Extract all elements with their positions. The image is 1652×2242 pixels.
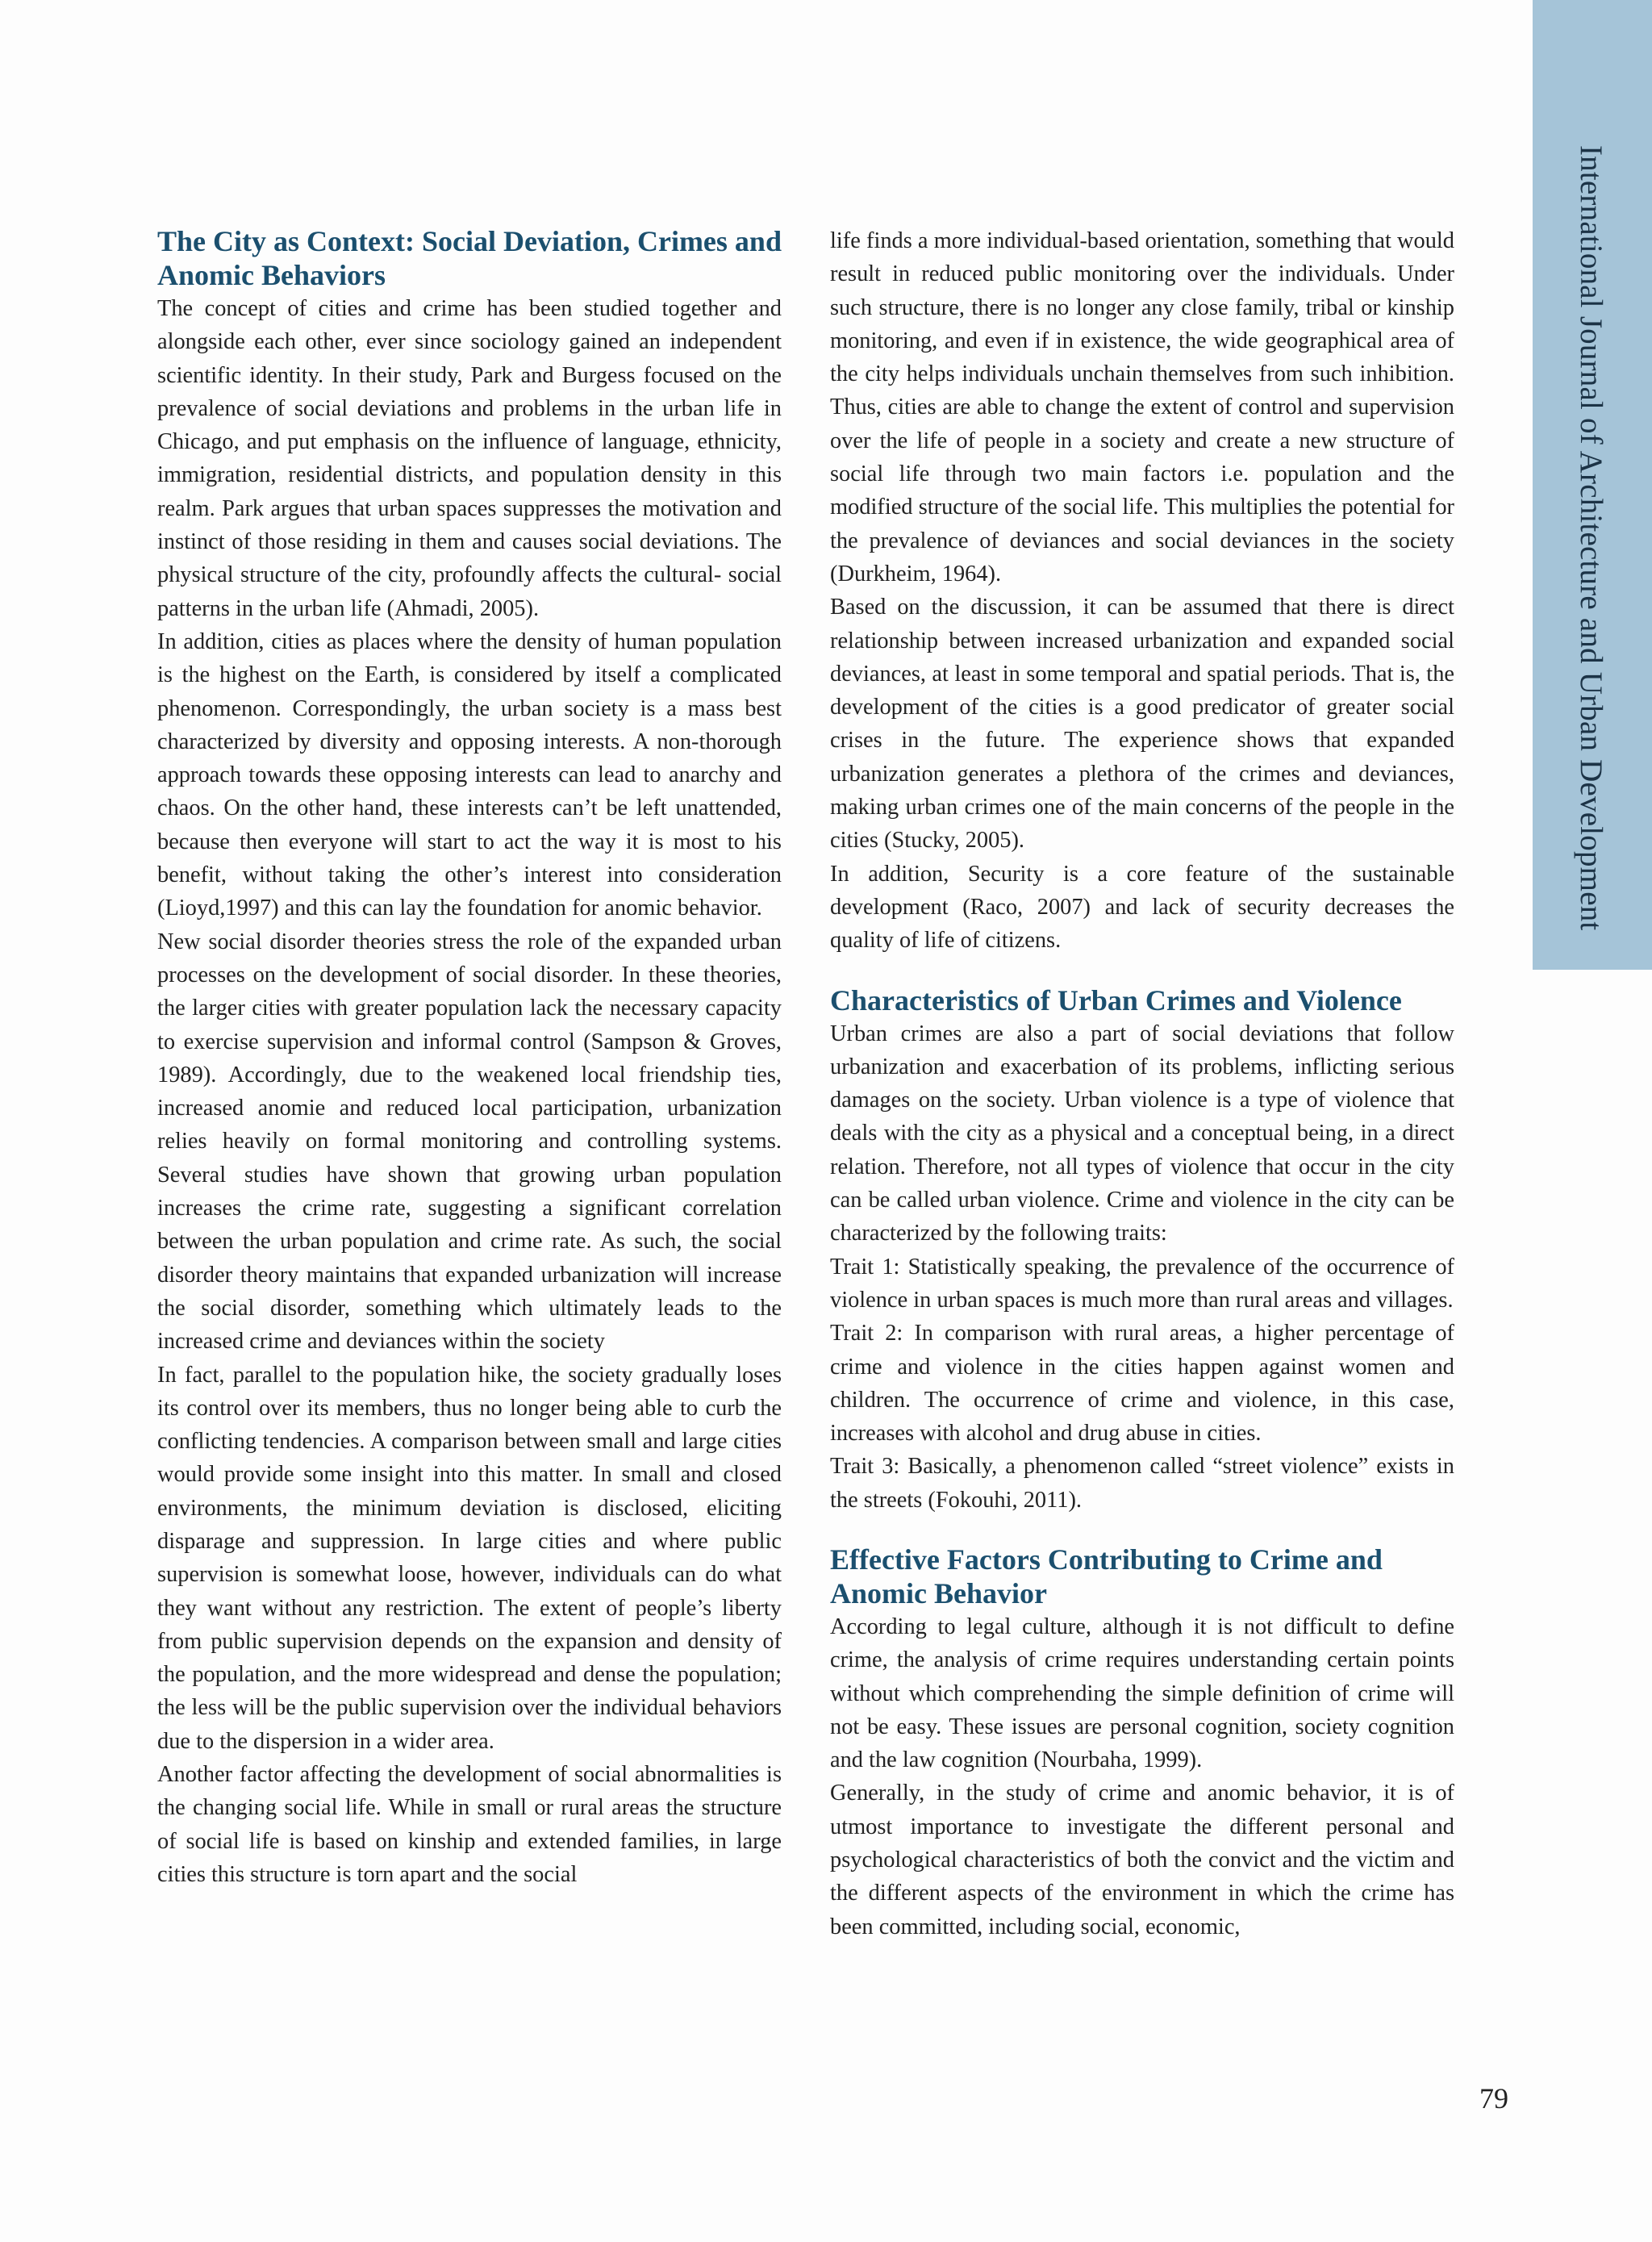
journal-title: International Journal of Architecture and Urban Development [1574, 145, 1608, 931]
paragraph: In fact, parallel to the population hike, the society gradually loses its control over its members, thus no longer being able to curb the conflicting tendencies. A comparison between small and large cities would provide some insight into this matter. In small and closed environments, the minimum deviation is disclosed, eliciting disparage and suppression. In large cities and where public supervision is somewhat loose, however, individuals can do what they want without any restriction. The extent of people’s liberty from public supervision depends on the expansion and density of the population, and the more widespread and dense the population; the less will be the public supervision over the individual behaviors due to the dispersion in a wider area. [157, 1362, 782, 1754]
paragraph: Trait 1: Statistically speaking, the prevalence of the occurrence of violence in urban spaces is much more than rural areas and villages. [830, 1254, 1454, 1313]
paragraph: In addition, cities as places where the density of human population is the highest on the Earth, is considered by itself a complicated phenomenon. Correspondingly, the urban society is a mass best characterized by diversity and opposing interests. A non-thorough approach towards these opposing interests can lead to anarchy and chaos. On the other hand, these interests can’t be left unattended, because then everyone will start to act the way it is most to his benefit, without taking the other’s interest into consideration (Lioyd,1997) and this can lay the foundation for anomic behavior. [157, 628, 782, 921]
paragraph: Based on the discussion, it can be assumed that there is direct relationship between increased urbanization and expanded social deviances, at least in some temporal and spatial periods. That is, the development of the cities is a good predicator of greater social crises in the future. The experience shows that expanded urbanization generates a plethora of the crimes and deviances, making urban crimes one of the main concerns of the people in the cities (Stucky, 2005). [830, 595, 1454, 854]
paragraph: Trait 2: In comparison with rural areas, a higher percentage of crime and violence in the cities happen against women and children. The occurrence of crime and violence, in this case, increases with alcohol and drug abuse in cities. [830, 1321, 1454, 1447]
section-heading-effective-factors: Effective Factors Contributing to Crime and Anomic Behavior [830, 1543, 1383, 1609]
section-heading-city-context: The City as Context: Social Deviation, Crimes and Anomic Behaviors [157, 225, 782, 291]
paragraph: In addition, Security is a core feature of the sustainable development (Raco, 2007) and lack of security decreases the quality of life of citizens. [830, 861, 1454, 954]
page-number: 79 [1479, 2082, 1508, 2115]
section-heading-urban-crimes: Characteristics of Urban Crimes and Violence [830, 983, 1402, 1017]
paragraph: According to legal culture, although it is not difficult to define crime, the analysis of crime requires understanding certain points without which comprehending the simple definition of crime will not be easy. These issues are personal cognition, society cognition and the law cognition (Nourbaha, 1999). [830, 1614, 1454, 1773]
left-column [157, 224, 782, 1891]
paragraph: Generally, in the study of crime and anomic behavior, it is of utmost importance to investigate the different personal and psychological characteristics of both the convict and the victim and the different aspects of the environment in which the crime has been committed, including social, economic, [830, 1781, 1454, 1939]
paragraph: life finds a more individual-based orientation, something that would result in reduced public monitoring over the individuals. Under such structure, there is no longer any close family, tribal or kinship monitoring, and even if in existence, the wide geographical area of the city helps individuals unchain themselves from such inhibition. Thus, cities are able to change the extent of control and supervision over the life of people in a society and create a new structure of social life through two main factors i.e. population and the modified structure of the social life. This multiplies the potential for the prevalence of deviances and social deviances in the society (Durkheim, 1964). [830, 228, 1454, 587]
paragraph: Urban crimes are also a part of social deviations that follow urbanization and exacerbation of its problems, inflicting serious damages on the society. Urban violence is a type of violence that deals with the city as a physical and a conceptual being, in a direct relation. Therefore, not all types of violence that occur in the city can be called urban violence. Crime and violence in the city can be characterized by the following traits: [830, 1021, 1454, 1246]
paragraph: Trait 3: Basically, a phenomenon called “street violence” exists in the streets (Fokouhi, 2011). [830, 1454, 1454, 1513]
right-column [830, 224, 1454, 1943]
paragraph: The concept of cities and crime has been studied together and alongside each other, ever since sociology gained an independent scientific identity. In their study, Park and Burgess focused on the prevalence of social deviations and problems in the urban life in Chicago, and put emphasis on the influence of language, ethnicity, immigration, residential districts, and population density in this realm. Park argues that urban spaces suppresses the motivation and instinct of those residing in them and causes social deviations. The physical structure of the city, profoundly affects the cultural- social patterns in the urban life (Ahmadi, 2005). [157, 296, 782, 621]
paragraph: Another factor affecting the development of social abnormalities is the changing social life. While in small or rural areas the structure of social life is based on kinship and extended families, in large cities this structure is torn apart and the social [157, 1762, 782, 1887]
paragraph: New social disorder theories stress the role of the expanded urban processes on the development of social disorder. In these theories, the larger cities with greater population lack the necessary capacity to exercise supervision and informal control (Sampson & Groves, 1989). Accordingly, due to the weakened local friendship ties, increased anomie and reduced local participation, urbanization relies heavily on formal monitoring and controlling systems. Several studies have shown that growing urban population increases the crime rate, suggesting a significant correlation between the urban population and crime rate. As such, the social disorder theory maintains that expanded urbanization will increase the social disorder, something which ultimately leads to the increased crime and deviances within the society [157, 929, 782, 1355]
section-spacer [830, 958, 1454, 983]
section-spacer [830, 1517, 1454, 1543]
